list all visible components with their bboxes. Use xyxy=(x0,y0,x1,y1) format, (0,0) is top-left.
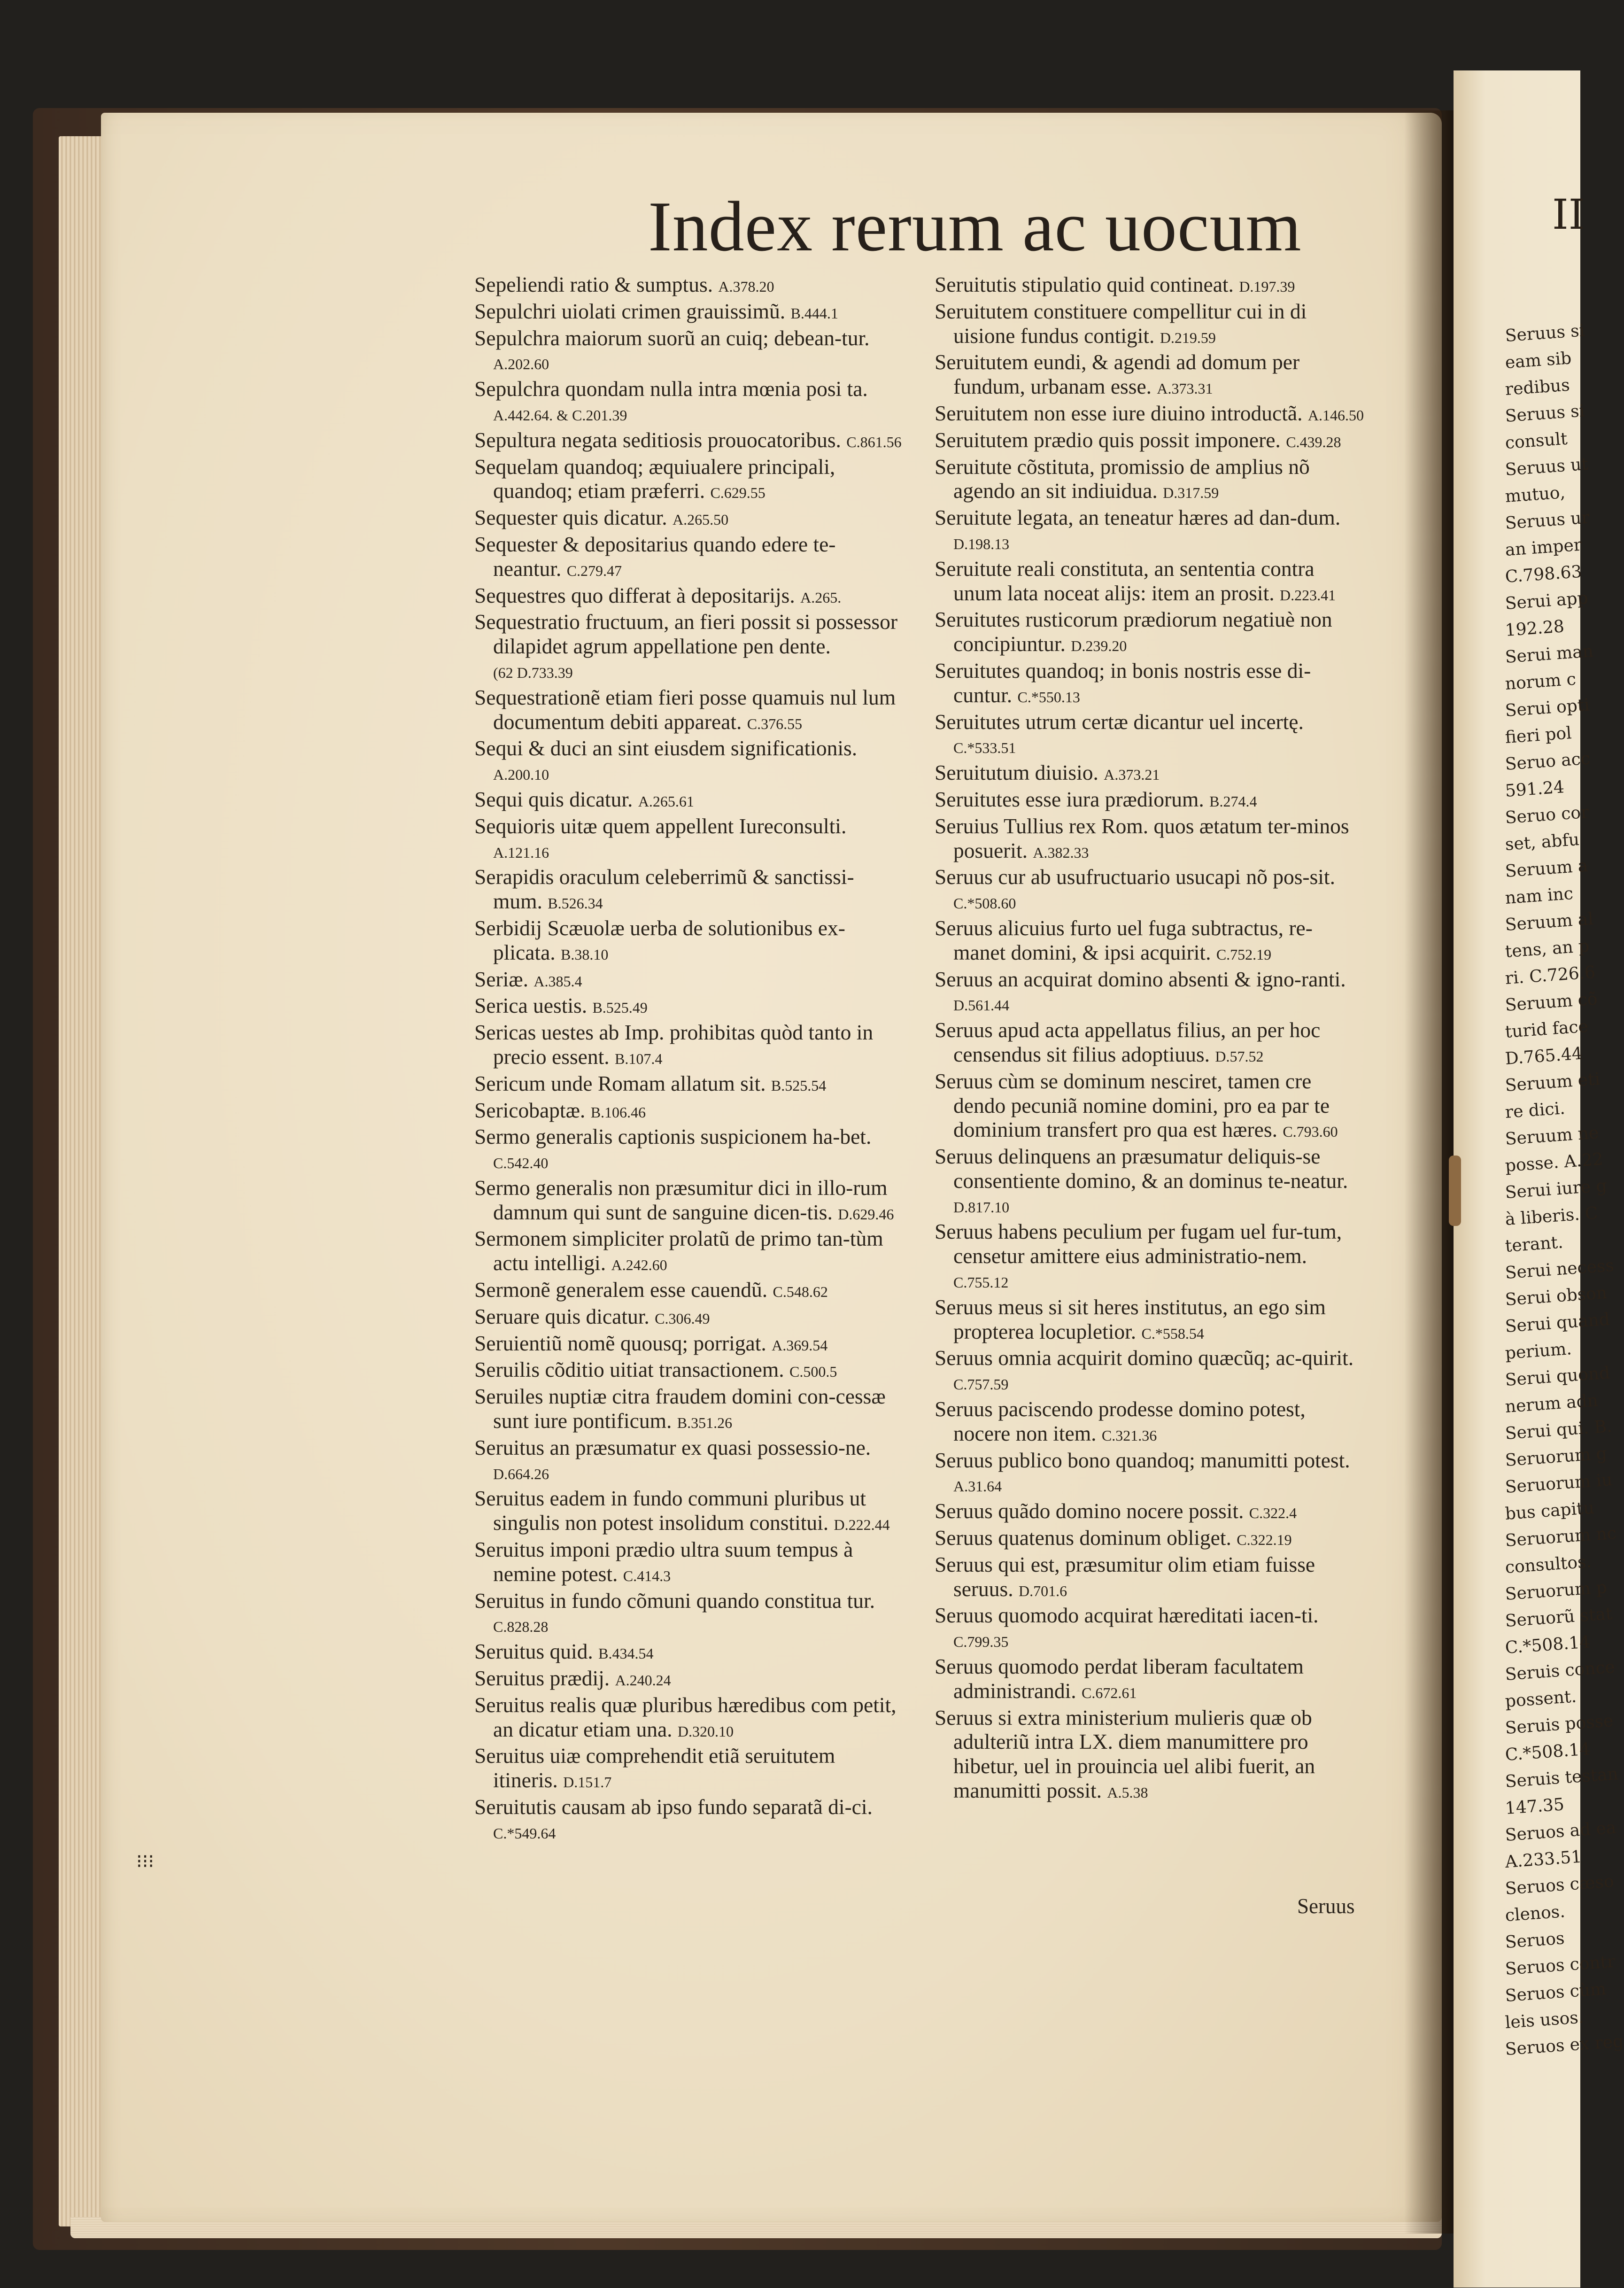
facing-page-line: Seruum cõ xyxy=(1504,989,1598,1015)
entry-reference: D.817.10 xyxy=(953,1198,1010,1216)
index-entry xyxy=(935,967,1364,1018)
index-entry xyxy=(935,272,1364,299)
entry-text: Seruus an acquirat domino absenti & igno-ranti. xyxy=(935,967,1346,991)
entry-reference: A.373.31 xyxy=(1157,380,1213,397)
facing-page-line: turid face xyxy=(1504,1016,1589,1042)
index-entry xyxy=(474,532,902,583)
index-column-left xyxy=(474,272,902,1846)
facing-page-line: nerum adn xyxy=(1504,1391,1599,1417)
index-entry xyxy=(474,1176,902,1227)
index-entry xyxy=(474,685,902,737)
index-entry xyxy=(935,1526,1364,1552)
index-entry xyxy=(935,428,1364,455)
entry-reference: B.434.54 xyxy=(598,1645,654,1662)
index-entry xyxy=(474,967,902,994)
entry-reference: B.525.49 xyxy=(592,999,648,1016)
entry-text: Seruare quis dicatur. xyxy=(474,1304,650,1328)
entry-reference: (62 D.733.39 xyxy=(493,664,573,681)
entry-reference: C.500.5 xyxy=(789,1363,837,1381)
entry-reference: C.439.28 xyxy=(1286,433,1341,450)
entry-reference: C.828.28 xyxy=(493,1618,549,1636)
index-entry xyxy=(935,1219,1364,1295)
facing-page-line: Seruus ut xyxy=(1504,454,1589,480)
entry-reference: D.223.41 xyxy=(1279,586,1336,604)
index-entry xyxy=(474,916,902,967)
catchword: Seruus xyxy=(1297,1894,1355,1918)
entry-text: Seruitute cõstituta, promissio de amplius nõ agendo an sit indiuidua. xyxy=(935,454,1310,503)
entry-reference: C.*550.13 xyxy=(1017,688,1080,706)
index-entry xyxy=(474,1795,902,1846)
facing-page-line: consultos. xyxy=(1504,1552,1593,1577)
entry-text: Sequi & duci an sint eiusdem significationis. xyxy=(474,736,858,760)
entry-text: Seruus habens peculium per fugam uel fur-tum, censetur amittere eius administratio-nem. xyxy=(935,1219,1342,1268)
entry-text: Seruius Tullius rex Rom. quos ætatum ter-minos posuerit. xyxy=(935,814,1349,862)
entry-reference: C.322.4 xyxy=(1249,1505,1297,1522)
index-entry xyxy=(935,1069,1364,1144)
entry-text: Seruus quomodo perdat liberam facultatem administrandi. xyxy=(935,1654,1304,1703)
index-entry xyxy=(935,1706,1364,1805)
facing-page-line: Seruos xyxy=(1504,1929,1565,1952)
facing-page-line: Seruos cùm xyxy=(1504,1979,1607,2006)
entry-text: Sepulchri uiolati crimen grauissimũ. xyxy=(474,299,786,323)
entry-text: Sequelam quandoq; æquiualere principali, quandoq; etiam præferri. xyxy=(474,454,835,503)
facing-page-line: C.*508.14 xyxy=(1504,1632,1591,1658)
facing-page-line: Serui necess xyxy=(1504,1256,1615,1283)
index-entry xyxy=(935,1448,1364,1499)
entry-text: Sericobaptæ. xyxy=(474,1098,586,1122)
index-entry xyxy=(474,1744,902,1795)
index-entry xyxy=(935,1654,1364,1706)
entry-reference: B.526.34 xyxy=(548,895,603,912)
index-entry xyxy=(474,1435,902,1487)
index-entry xyxy=(474,455,902,506)
entry-text: Serbidij Scæuolæ uerba de solutionibus ex-plicata. xyxy=(474,915,845,964)
entry-text: Seruitus in fundo cõmuni quando constitua tur. xyxy=(474,1588,875,1613)
index-entry xyxy=(935,760,1364,787)
entry-reference: A.373.21 xyxy=(1104,766,1160,783)
index-entry xyxy=(474,1384,902,1435)
entry-text: Sericum unde Romam allatum sit. xyxy=(474,1071,766,1095)
entry-reference: A.265. xyxy=(800,589,842,606)
entry-reference: A.382.33 xyxy=(1033,844,1089,861)
running-head: Index rerum ac uocum xyxy=(648,187,1302,266)
index-entry xyxy=(935,1397,1364,1448)
index-entry xyxy=(474,505,902,532)
index-entry xyxy=(935,659,1364,710)
index-entry xyxy=(935,1018,1364,1069)
index-entry xyxy=(474,1304,902,1331)
entry-text: Seruus delinquens an præsumatur deliquis-se consentiente domino, & an dominus te-neatur. xyxy=(935,1144,1348,1193)
entry-text: Seruitutes quandoq; in bonis nostris esse di-cuntur. xyxy=(935,658,1311,707)
facing-page-line: tens, an p xyxy=(1504,936,1590,962)
entry-text: Serapidis oraculum celeberrimũ & sanctissi-mum. xyxy=(474,865,854,914)
entry-text: Seruitutem constituere compellitur cui in di uisione fundus contigit. xyxy=(935,299,1307,348)
facing-page-line: D.765.44 xyxy=(1504,1044,1584,1069)
index-entry xyxy=(474,326,902,377)
entry-reference: C.*508.60 xyxy=(953,895,1016,912)
index-entry xyxy=(474,787,902,814)
entry-reference: D.629.46 xyxy=(838,1205,894,1223)
facing-page-line: nam inc xyxy=(1504,884,1574,908)
entry-text: Sericas uestes ab Imp. prohibitas quòd tanto in precio essent. xyxy=(474,1020,874,1069)
entry-text: Seruitus prædij. xyxy=(474,1666,610,1691)
entry-reference: A.121.16 xyxy=(493,844,549,861)
entry-reference: B.274.4 xyxy=(1209,792,1257,810)
entry-reference: C.*558.54 xyxy=(1141,1325,1204,1342)
facing-page-line: Seruum al xyxy=(1504,909,1594,935)
entry-text: Seruus qui est, præsumitur olim etiam fuisse seruus. xyxy=(935,1552,1315,1601)
entry-text: Sermo generalis captionis suspicionem ha-bet. xyxy=(474,1125,872,1149)
index-entry xyxy=(935,1144,1364,1219)
facing-page-line: Serui iure g xyxy=(1504,1176,1608,1202)
entry-reference: D.57.52 xyxy=(1215,1047,1264,1065)
entry-reference: C.861.56 xyxy=(846,433,902,450)
entry-reference: C.548.62 xyxy=(773,1283,828,1301)
entry-text: Seruus quãdo domino nocere possit. xyxy=(935,1499,1244,1523)
facing-page-line: Seruos cæso xyxy=(1504,1871,1615,1899)
entry-reference: C.799.35 xyxy=(953,1633,1009,1651)
entry-text: Seruitutum diuisio. xyxy=(935,760,1098,785)
facing-page-line: C.798.63 xyxy=(1504,562,1583,587)
facing-page-line: 147.35 xyxy=(1504,1795,1565,1818)
entry-text: Serica uestis. xyxy=(474,993,588,1018)
index-entry xyxy=(935,1603,1364,1654)
index-entry xyxy=(474,428,902,455)
index-entry xyxy=(935,350,1364,401)
entry-reference: D.317.59 xyxy=(1163,484,1219,502)
entry-text: Seruitutem eundi, & agendi ad domum per fundum, urbanam esse. xyxy=(935,350,1300,399)
facing-page-line: Seruorum p xyxy=(1504,1577,1608,1604)
entry-text: Sequestres quo differat à depositarijs. xyxy=(474,583,795,607)
index-entry xyxy=(935,787,1364,814)
index-entry xyxy=(935,916,1364,967)
facing-page-line: Serui obson xyxy=(1504,1283,1608,1310)
entry-reference: D.239.20 xyxy=(1071,637,1127,655)
entry-reference: C.752.19 xyxy=(1216,946,1272,963)
facing-page xyxy=(1454,70,1624,2288)
entry-text: Seruitus uiæ comprehendit etiã seruitutem itineris. xyxy=(474,1744,835,1792)
entry-reference: A.240.24 xyxy=(615,1672,671,1689)
facing-page-line: Seruorum g xyxy=(1504,1443,1608,1470)
entry-reference: D.561.44 xyxy=(953,997,1010,1014)
entry-reference: A.200.10 xyxy=(493,766,549,783)
entry-text: Seruitus imponi prædio ultra suum tempus à nemine potest. xyxy=(474,1537,853,1586)
entry-reference: B.525.54 xyxy=(771,1077,827,1094)
index-entry xyxy=(474,1226,902,1278)
entry-reference: C.793.60 xyxy=(1283,1123,1338,1140)
facing-page-line: 591.24 xyxy=(1504,777,1565,801)
entry-reference: B.351.26 xyxy=(677,1414,733,1432)
index-entry xyxy=(935,1295,1364,1346)
entry-text: Seruus si extra ministerium mulieris quæ ob adulteriũ intra LX. diem manumittere pro hibetur, uel in prouincia uel alibi fuerit, an manumitti possit. xyxy=(935,1705,1315,1803)
entry-reference: C.757.59 xyxy=(953,1376,1009,1393)
entry-reference: D.197.39 xyxy=(1239,278,1295,295)
index-entry xyxy=(474,1589,902,1640)
facing-page-line: Serui quond xyxy=(1504,1363,1611,1390)
entry-text: Seruitus quid. xyxy=(474,1639,593,1664)
facing-page-line: Seruus ur xyxy=(1504,508,1590,533)
facing-page-line: terant. xyxy=(1504,1233,1564,1256)
facing-page-line: Serui qui. B. xyxy=(1504,1417,1613,1443)
entry-text: Seruus apud acta appellatus filius, an per hoc censendus sit filius adoptiuus. xyxy=(935,1018,1321,1066)
entry-text: Seruitus realis quæ pluribus hæredibus com petit, an dicatur etiam una. xyxy=(474,1692,897,1741)
entry-reference: C.*549.64 xyxy=(493,1824,556,1842)
facing-page-line: ri. C.726.6 xyxy=(1504,962,1596,988)
entry-reference: A.265.61 xyxy=(638,792,694,810)
index-column-right xyxy=(935,272,1364,1805)
facing-page-line: à liberis. C xyxy=(1504,1203,1599,1229)
entry-text: Sepulchra maiorum suorũ an cuiq; debean-tur. xyxy=(474,326,870,350)
entry-text: Sepeliendi ratio & sumptus. xyxy=(474,272,713,296)
entry-reference: B.38.10 xyxy=(561,946,609,963)
facing-page-line: set, abfu xyxy=(1504,830,1580,854)
entry-reference: C.542.40 xyxy=(493,1155,549,1172)
facing-page-line: Seruos contr xyxy=(1504,1952,1616,1979)
entry-reference: D.219.59 xyxy=(1160,329,1216,346)
facing-page-line: Seruum eti xyxy=(1504,1069,1601,1095)
index-entry xyxy=(474,1693,902,1744)
facing-page-line: clenos. xyxy=(1504,1902,1566,1925)
entry-text: Seruitutem prædio quis possit imponere. xyxy=(935,427,1281,452)
entry-reference: C.279.47 xyxy=(566,562,622,579)
index-entry xyxy=(474,865,902,916)
entry-text: Seruus meus si sit heres institutus, an ego sim propterea locupletior. xyxy=(935,1295,1326,1343)
index-entry xyxy=(474,1639,902,1666)
entry-reference: C.*533.51 xyxy=(953,739,1016,757)
facing-page-line: Seruum ne xyxy=(1504,1123,1600,1149)
index-entry xyxy=(935,299,1364,350)
entry-text: Seruitute reali constituta, an sententia contra unum lata noceat alijs: item an prosit. xyxy=(935,556,1315,605)
facing-page-line: Seruorum iu xyxy=(1504,1470,1613,1497)
index-entry xyxy=(935,505,1364,557)
entry-text: Seruus paciscendo prodesse domino potest, nocere non item. xyxy=(935,1397,1306,1445)
entry-reference: A.442.64. & C.201.39 xyxy=(493,406,627,424)
facing-page-line: leis usos. xyxy=(1504,2008,1585,2032)
facing-page-line: mutuo, xyxy=(1504,483,1566,506)
entry-text: Seruilis cõditio uitiat transactionem. xyxy=(474,1357,784,1382)
index-entry xyxy=(474,1071,902,1098)
facing-page-line: redibus xyxy=(1504,375,1570,399)
entry-reference: D.151.7 xyxy=(563,1774,612,1791)
entry-text: Sequioris uitæ quem appellent Iureconsulti. xyxy=(474,814,847,838)
index-entry xyxy=(474,583,902,610)
entry-reference: A.265.50 xyxy=(673,511,729,528)
facing-page-line: consult xyxy=(1504,429,1568,453)
entry-reference: C.322.19 xyxy=(1237,1531,1292,1549)
entry-text: Sermonẽ generalem esse cauendũ. xyxy=(474,1278,768,1302)
entry-reference: D.198.13 xyxy=(953,535,1010,552)
entry-reference: B.444.1 xyxy=(790,304,838,322)
index-entry xyxy=(474,1098,902,1125)
entry-text: Seruus cur ab usufructuario usucapi nõ pos-sit. xyxy=(935,865,1335,889)
ink-marks: ⁝⁝⁝ xyxy=(136,1851,155,1872)
index-entry xyxy=(474,610,902,685)
entry-reference: C.629.55 xyxy=(710,484,766,502)
entry-reference: A.202.60 xyxy=(493,356,549,373)
entry-text: Seruitute legata, an teneatur hæres ad dan-dum. xyxy=(935,505,1341,530)
index-entry xyxy=(935,1552,1364,1604)
index-entry xyxy=(935,710,1364,761)
facing-page-line: Seruis posse xyxy=(1504,1711,1614,1738)
entry-text: Seruus publico bono quandoq; manumitti potest. xyxy=(935,1448,1350,1472)
facing-page-line: norum c xyxy=(1504,669,1577,694)
facing-page-line: Serui app xyxy=(1504,588,1589,613)
entry-text: Seruitutem non esse iure diuino introductã. xyxy=(935,401,1303,425)
index-entry xyxy=(474,1278,902,1304)
entry-text: Seruus alicuius furto uel fuga subtractus, re-manet domini, & ipsi acquirit. xyxy=(935,915,1313,964)
index-entry xyxy=(474,299,902,326)
entry-reference: A.242.60 xyxy=(611,1256,667,1274)
entry-reference: D.664.26 xyxy=(493,1465,549,1482)
index-entry xyxy=(935,455,1364,506)
entry-text: Sermo generalis non præsumitur dici in illo-rum damnum qui sunt de sanguine dicen-tis. xyxy=(474,1175,888,1224)
entry-reference: D.701.6 xyxy=(1019,1582,1067,1599)
index-entry xyxy=(474,1125,902,1176)
index-entry xyxy=(935,1499,1364,1526)
facing-page-line: posse. A.22 xyxy=(1504,1149,1604,1176)
facing-page-line: Seruos ad ea xyxy=(1504,1818,1617,1845)
index-entry xyxy=(474,993,902,1020)
entry-text: Seriæ. xyxy=(474,967,529,991)
index-entry xyxy=(935,607,1364,659)
index-entry xyxy=(935,401,1364,428)
entry-text: Seruus quatenus dominum obliget. xyxy=(935,1526,1231,1550)
entry-text: Seruientiũ nomẽ quousq; porrigat. xyxy=(474,1331,766,1355)
entry-text: Seruitutes esse iura prædiorum. xyxy=(935,787,1204,811)
facing-page-line: perium. xyxy=(1504,1339,1572,1363)
entry-text: Seruus quomodo acquirat hæreditati iacen-ti. xyxy=(935,1603,1319,1628)
entry-text: Seruiles nuptiæ citra fraudem domini con-cessæ sunt iure pontificum. xyxy=(474,1384,886,1433)
index-entry xyxy=(935,865,1364,916)
facing-page-line: Seruus si xyxy=(1504,401,1585,426)
facing-page-line: fieri pol xyxy=(1504,723,1572,747)
facing-page-line: Seruus si xyxy=(1504,321,1585,346)
facing-page-line: Seruis testan xyxy=(1504,1764,1619,1792)
facing-page-line: Seruis conce xyxy=(1504,1657,1616,1684)
index-entry xyxy=(474,1331,902,1358)
entry-text: Seruus omnia acquirit domino quæcũq; ac-quirit. xyxy=(935,1346,1354,1370)
entry-text: Sequi quis dicatur. xyxy=(474,787,633,811)
facing-page-line: Serui quand xyxy=(1504,1310,1611,1336)
entry-reference: A.385.4 xyxy=(534,972,582,990)
index-entry xyxy=(474,1020,902,1071)
facing-page-line: re dici. xyxy=(1504,1099,1566,1122)
entry-reference: C.321.36 xyxy=(1101,1427,1157,1444)
entry-reference: A.378.20 xyxy=(718,278,774,295)
facing-page-line: Serui opti xyxy=(1504,695,1591,721)
entry-text: Seruitutis stipulatio quid contineat. xyxy=(935,272,1234,296)
entry-reference: C.672.61 xyxy=(1081,1684,1137,1701)
facing-page-line: Serui man xyxy=(1504,641,1594,667)
index-entry xyxy=(474,1537,902,1589)
entry-text: Seruitutes utrum certæ dicantur uel incertę. xyxy=(935,709,1304,734)
facing-page-line: Seruum a xyxy=(1504,856,1589,881)
index-entry xyxy=(474,272,902,299)
entry-text: Sequestrationẽ etiam fieri posse quamuis nul lum documentum debiti appareat. xyxy=(474,685,896,734)
facing-page-line: 192.28 xyxy=(1504,617,1565,640)
entry-text: Sepultura negata seditiosis prouocatoribus. xyxy=(474,427,841,452)
entry-reference: A.146.50 xyxy=(1307,406,1364,424)
index-entry xyxy=(474,814,902,865)
facing-page-line: C.*508.14 xyxy=(1504,1739,1591,1765)
entry-text: Sepulchra quondam nulla intra mœnia posi ta. xyxy=(474,377,868,401)
entry-text: Seruitutes rusticorum prædiorum negatiuè non concipiuntur. xyxy=(935,607,1332,656)
facing-page-line: Seruo cor xyxy=(1504,802,1590,828)
entry-reference: A.5.38 xyxy=(1107,1784,1148,1801)
entry-text: Sequester & depositarius quando edere te-neantur. xyxy=(474,532,836,581)
facing-page-line: A.233.51 xyxy=(1504,1847,1583,1872)
entry-reference: B.106.46 xyxy=(590,1103,646,1121)
entry-reference: C.376.55 xyxy=(747,715,803,732)
entry-reference: D.222.44 xyxy=(834,1516,890,1534)
entry-reference: C.414.3 xyxy=(623,1567,671,1584)
facing-page-line: Seruorũ stat xyxy=(1504,1604,1613,1631)
facing-page-line: Seruo acc xyxy=(1504,749,1591,774)
entry-text: Sequester quis dicatur. xyxy=(474,505,667,530)
facing-page-line: possent. xyxy=(1504,1687,1578,1711)
entry-text: Seruitutis causam ab ipso fundo separatã di-ci. xyxy=(474,1795,873,1819)
entry-reference: A.31.64 xyxy=(953,1478,1002,1495)
entry-reference: D.320.10 xyxy=(677,1722,734,1740)
facing-page-heading: II xyxy=(1552,190,1585,239)
index-entry xyxy=(474,1666,902,1693)
entry-reference: C.755.12 xyxy=(953,1274,1009,1291)
entry-reference: C.306.49 xyxy=(655,1310,710,1327)
entry-text: Seruitus eadem in fundo communi pluribus ut singulis non potest insolidum constitui. xyxy=(474,1486,866,1535)
entry-text: Sermonem simpliciter prolatũ de primo tan-tùm actu intelligi. xyxy=(474,1226,883,1275)
facing-page-line: an imper xyxy=(1504,535,1583,560)
entry-text: Sequestratio fructuum, an fieri possit si possessor dilapidet agrum appellatione pen dente. xyxy=(474,610,898,659)
entry-text: Seruus cùm se dominum nesciret, tamen cre dendo pecuniã nomine domini, pro ea par te dominium transfert pro qua est hæres. xyxy=(935,1069,1330,1142)
index-entry xyxy=(474,736,902,787)
facing-page-line: Seruorum nc xyxy=(1504,1523,1617,1551)
facing-page-line: bus capitu xyxy=(1504,1498,1595,1524)
index-entry xyxy=(935,1346,1364,1397)
page-tab xyxy=(1449,1156,1461,1226)
index-entry xyxy=(474,1357,902,1384)
entry-reference: B.107.4 xyxy=(615,1050,663,1067)
facing-page-line: eam sib xyxy=(1504,349,1572,372)
entry-text: Seruitus an præsumatur ex quasi possessio-ne. xyxy=(474,1435,871,1459)
facing-page-line: Seruos ex reg xyxy=(1504,2032,1624,2059)
index-entry xyxy=(474,1486,902,1537)
index-entry xyxy=(935,814,1364,865)
entry-reference: A.369.54 xyxy=(772,1336,828,1354)
index-entry xyxy=(935,557,1364,608)
index-entry xyxy=(474,377,902,428)
